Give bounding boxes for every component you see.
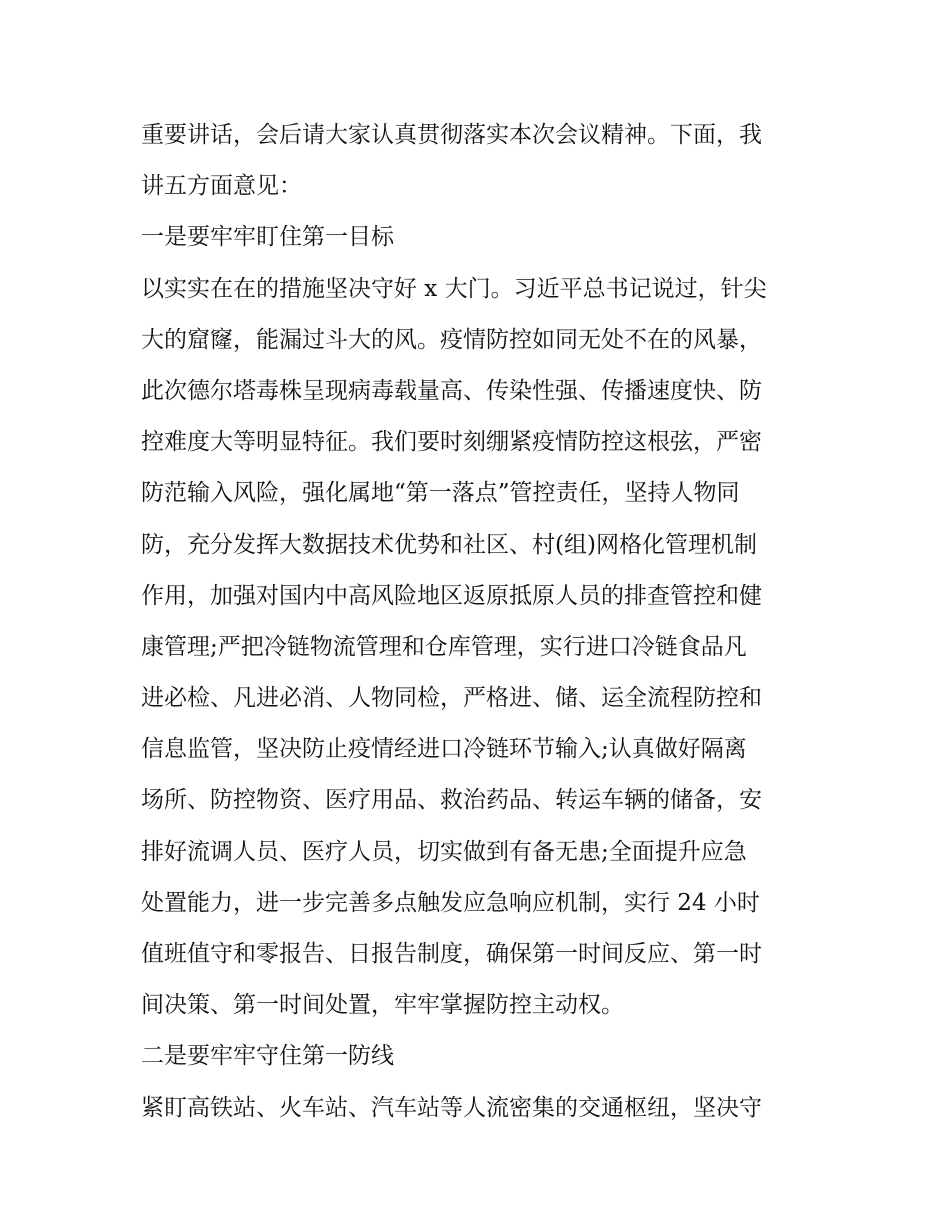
body-line: 值班值守和零报告、日报告制度，确保第一时间反应、第一时 <box>141 941 762 967</box>
body-line: 防，充分发挥大数据技术优势和社区、村(组)网格化管理机制 <box>141 531 757 558</box>
body-line: 重要讲话，会后请大家认真贯彻落实本次会议精神。下面，我 <box>141 122 762 148</box>
body-line: 处置能力，进一步完善多点触发应急响应机制，实行 24 小时 <box>141 889 760 916</box>
body-line: 信息监管，坚决防止疫情经进口冷链环节输入;认真做好隔离 <box>141 736 747 763</box>
body-line: 大的窟窿，能漏过斗大的风。疫情防控如同无处不在的风暴， <box>141 326 762 353</box>
body-line: 康管理;严把冷链物流管理和仓库管理，实行进口冷链食品凡 <box>141 633 747 660</box>
body-line: 讲五方面意见： <box>141 173 302 200</box>
section-heading: 一是要牢牢盯住第一目标 <box>141 224 394 251</box>
section-heading: 二是要牢牢守住第一防线 <box>141 1043 394 1070</box>
body-line: 此次德尔塔毒株呈现病毒载量高、传染性强、传播速度快、防 <box>141 377 762 404</box>
body-line: 进必检、凡进必消、人物同检，严格进、储、运全流程防控和 <box>141 685 762 712</box>
body-line: 场所、防控物资、医疗用品、救治药品、转运车辆的储备，安 <box>141 787 762 814</box>
body-line: 控难度大等明显特征。我们要时刻绷紧疫情防控这根弦，严密 <box>141 429 762 456</box>
document-body <box>141 110 821 1134</box>
body-line: 紧盯高铁站、火车站、汽车站等人流密集的交通枢纽，坚决守 <box>141 1094 762 1121</box>
body-line: 以实实在在的措施坚决守好 x 大门。习近平总书记说过，针尖 <box>141 275 767 302</box>
body-line: 作用，加强对国内中高风险地区返原抵原人员的排查管控和健 <box>141 582 762 609</box>
body-line: 排好流调人员、医疗人员，切实做到有备无患;全面提升应急 <box>141 838 747 865</box>
body-line: 间决策、第一时间处置，牢牢掌握防控主动权。 <box>141 992 624 1019</box>
body-line: 防范输入风险，强化属地“第一落点”管控责任，坚持人物同 <box>141 480 740 507</box>
